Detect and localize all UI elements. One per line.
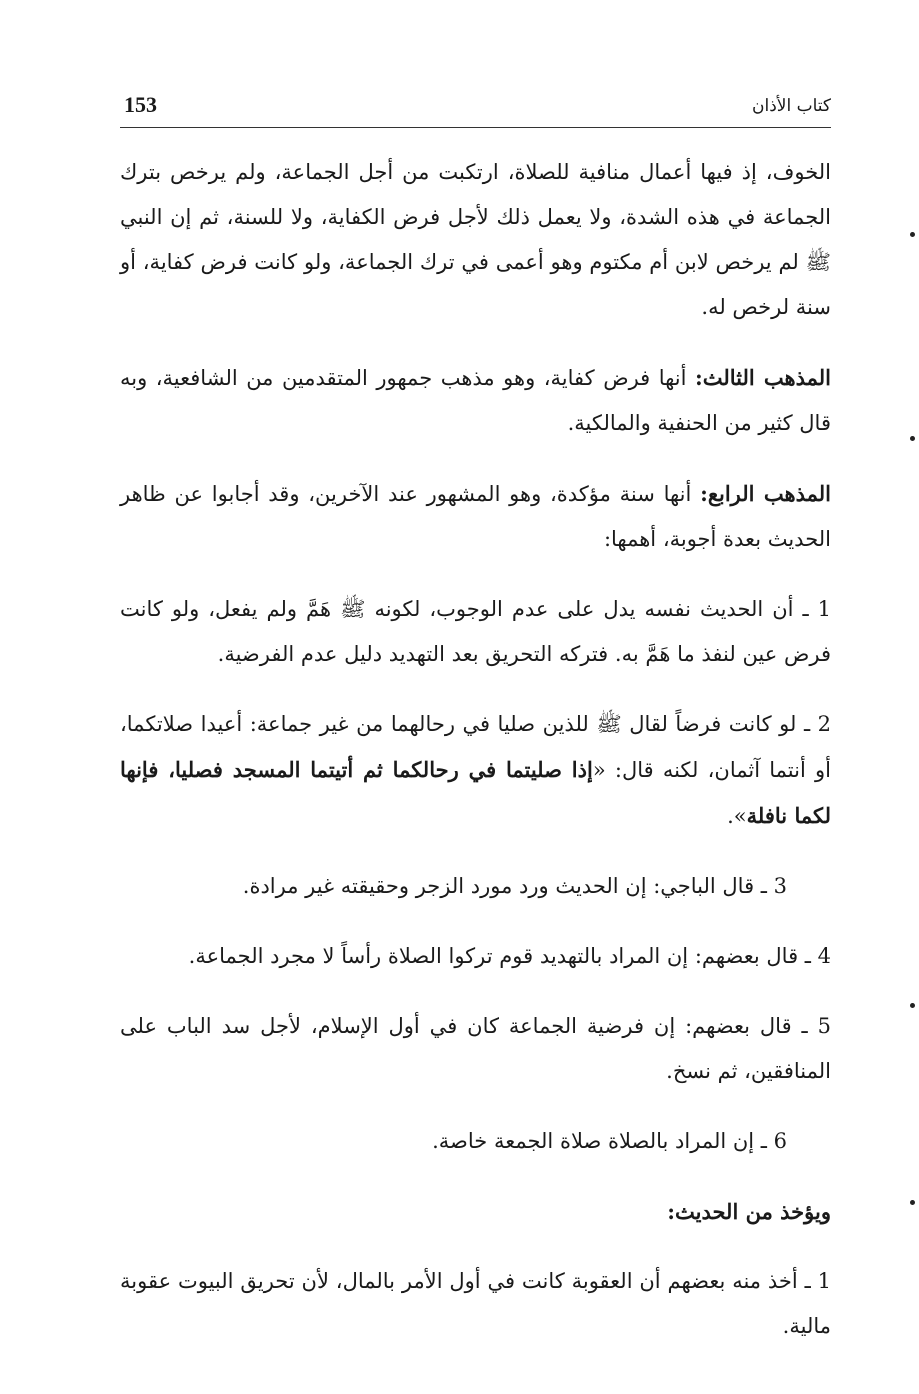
margin-dot	[910, 1200, 915, 1205]
section-item-1: 1 ـ أخذ منه بعضهم أن العقوبة كانت في أول الأمر بالمال، لأن تحريق البيوت عقوبة مالية.	[120, 1269, 831, 1338]
answer-2-text: 2 ـ لو كانت فرضاً لقال ﷺ للذين صليا في رحالهما من غير جماعة: أعيدا صلاتكما، أو أنتما آثمان، لكنه قال: «	[120, 712, 831, 782]
answer-5: 5 ـ قال بعضهم: إن فرضية الجماعة كان في أول الإسلام، لأجل سد الباب على المنافقين، ثم نسخ.	[120, 1014, 831, 1083]
running-title: كتاب الأذان	[751, 96, 831, 116]
madhhab-4-text: أنها سنة مؤكدة، وهو المشهور عند الآخرين، وقد أجابوا عن ظاهر الحديث بعدة أجوبة، أهمها:	[120, 482, 831, 551]
madhhab-4-label: المذهب الرابع:	[700, 481, 831, 506]
page-body	[120, 150, 831, 1374]
page-header	[120, 88, 831, 130]
madhhab-3-text: أنها فرض كفاية، وهو مذهب جمهور المتقدمين من الشافعية، وبه قال كثير من الحنفية والمالكية.	[120, 366, 831, 435]
answer-4: 4 ـ قال بعضهم: إن المراد بالتهديد قوم تركوا الصلاة رأساً لا مجرد الجماعة.	[188, 944, 831, 968]
madhhab-3-label: المذهب الثالث:	[695, 365, 831, 390]
page-number: 153	[124, 92, 157, 117]
margin-dot	[910, 436, 915, 441]
section-heading: ويؤخذ من الحديث:	[667, 1199, 831, 1224]
margin-dot	[910, 232, 915, 237]
paragraph-madhhab-4	[120, 471, 831, 562]
answer-1: 1 ـ أن الحديث نفسه يدل على عدم الوجوب، لكونه ﷺ هَمَّ ولم يفعل، ولو كانت فرض عين لنفذ ما هَمَّ به. فتركه التحريق بعد التهديد دليل عدم الفرضية.	[120, 597, 831, 666]
answer-6: 6 ـ إن المراد بالصلاة صلاة الجمعة خاصة.	[432, 1129, 787, 1153]
header-rule	[120, 127, 831, 128]
paragraph-madhhab-3	[120, 355, 831, 446]
answer-2	[120, 702, 831, 839]
answer-2-hadith-quote: إذا صليتما في رحالكما ثم أتيتما المسجد فصليا، فإنها لكما نافلة	[120, 757, 831, 828]
answer-2-close: ».	[727, 804, 747, 828]
paragraph-khawf: الخوف، إذ فيها أعمال منافية للصلاة، ارتكبت من أجل الجماعة، ولم يرخص بترك الجماعة في هذه الشدة، ولا يعمل ذلك لأجل فرض الكفاية، ولا للسنة، ثم إن النبي ﷺ لم يرخص لابن أم مكتوم وهو أعمى في ترك الجماعة، ولو كانت فرض كفاية، أو سنة لرخص له.	[120, 160, 831, 319]
answer-3: 3 ـ قال الباجي: إن الحديث ورد مورد الزجر وحقيقته غير مرادة.	[242, 874, 787, 898]
margin-dot	[910, 1003, 915, 1008]
